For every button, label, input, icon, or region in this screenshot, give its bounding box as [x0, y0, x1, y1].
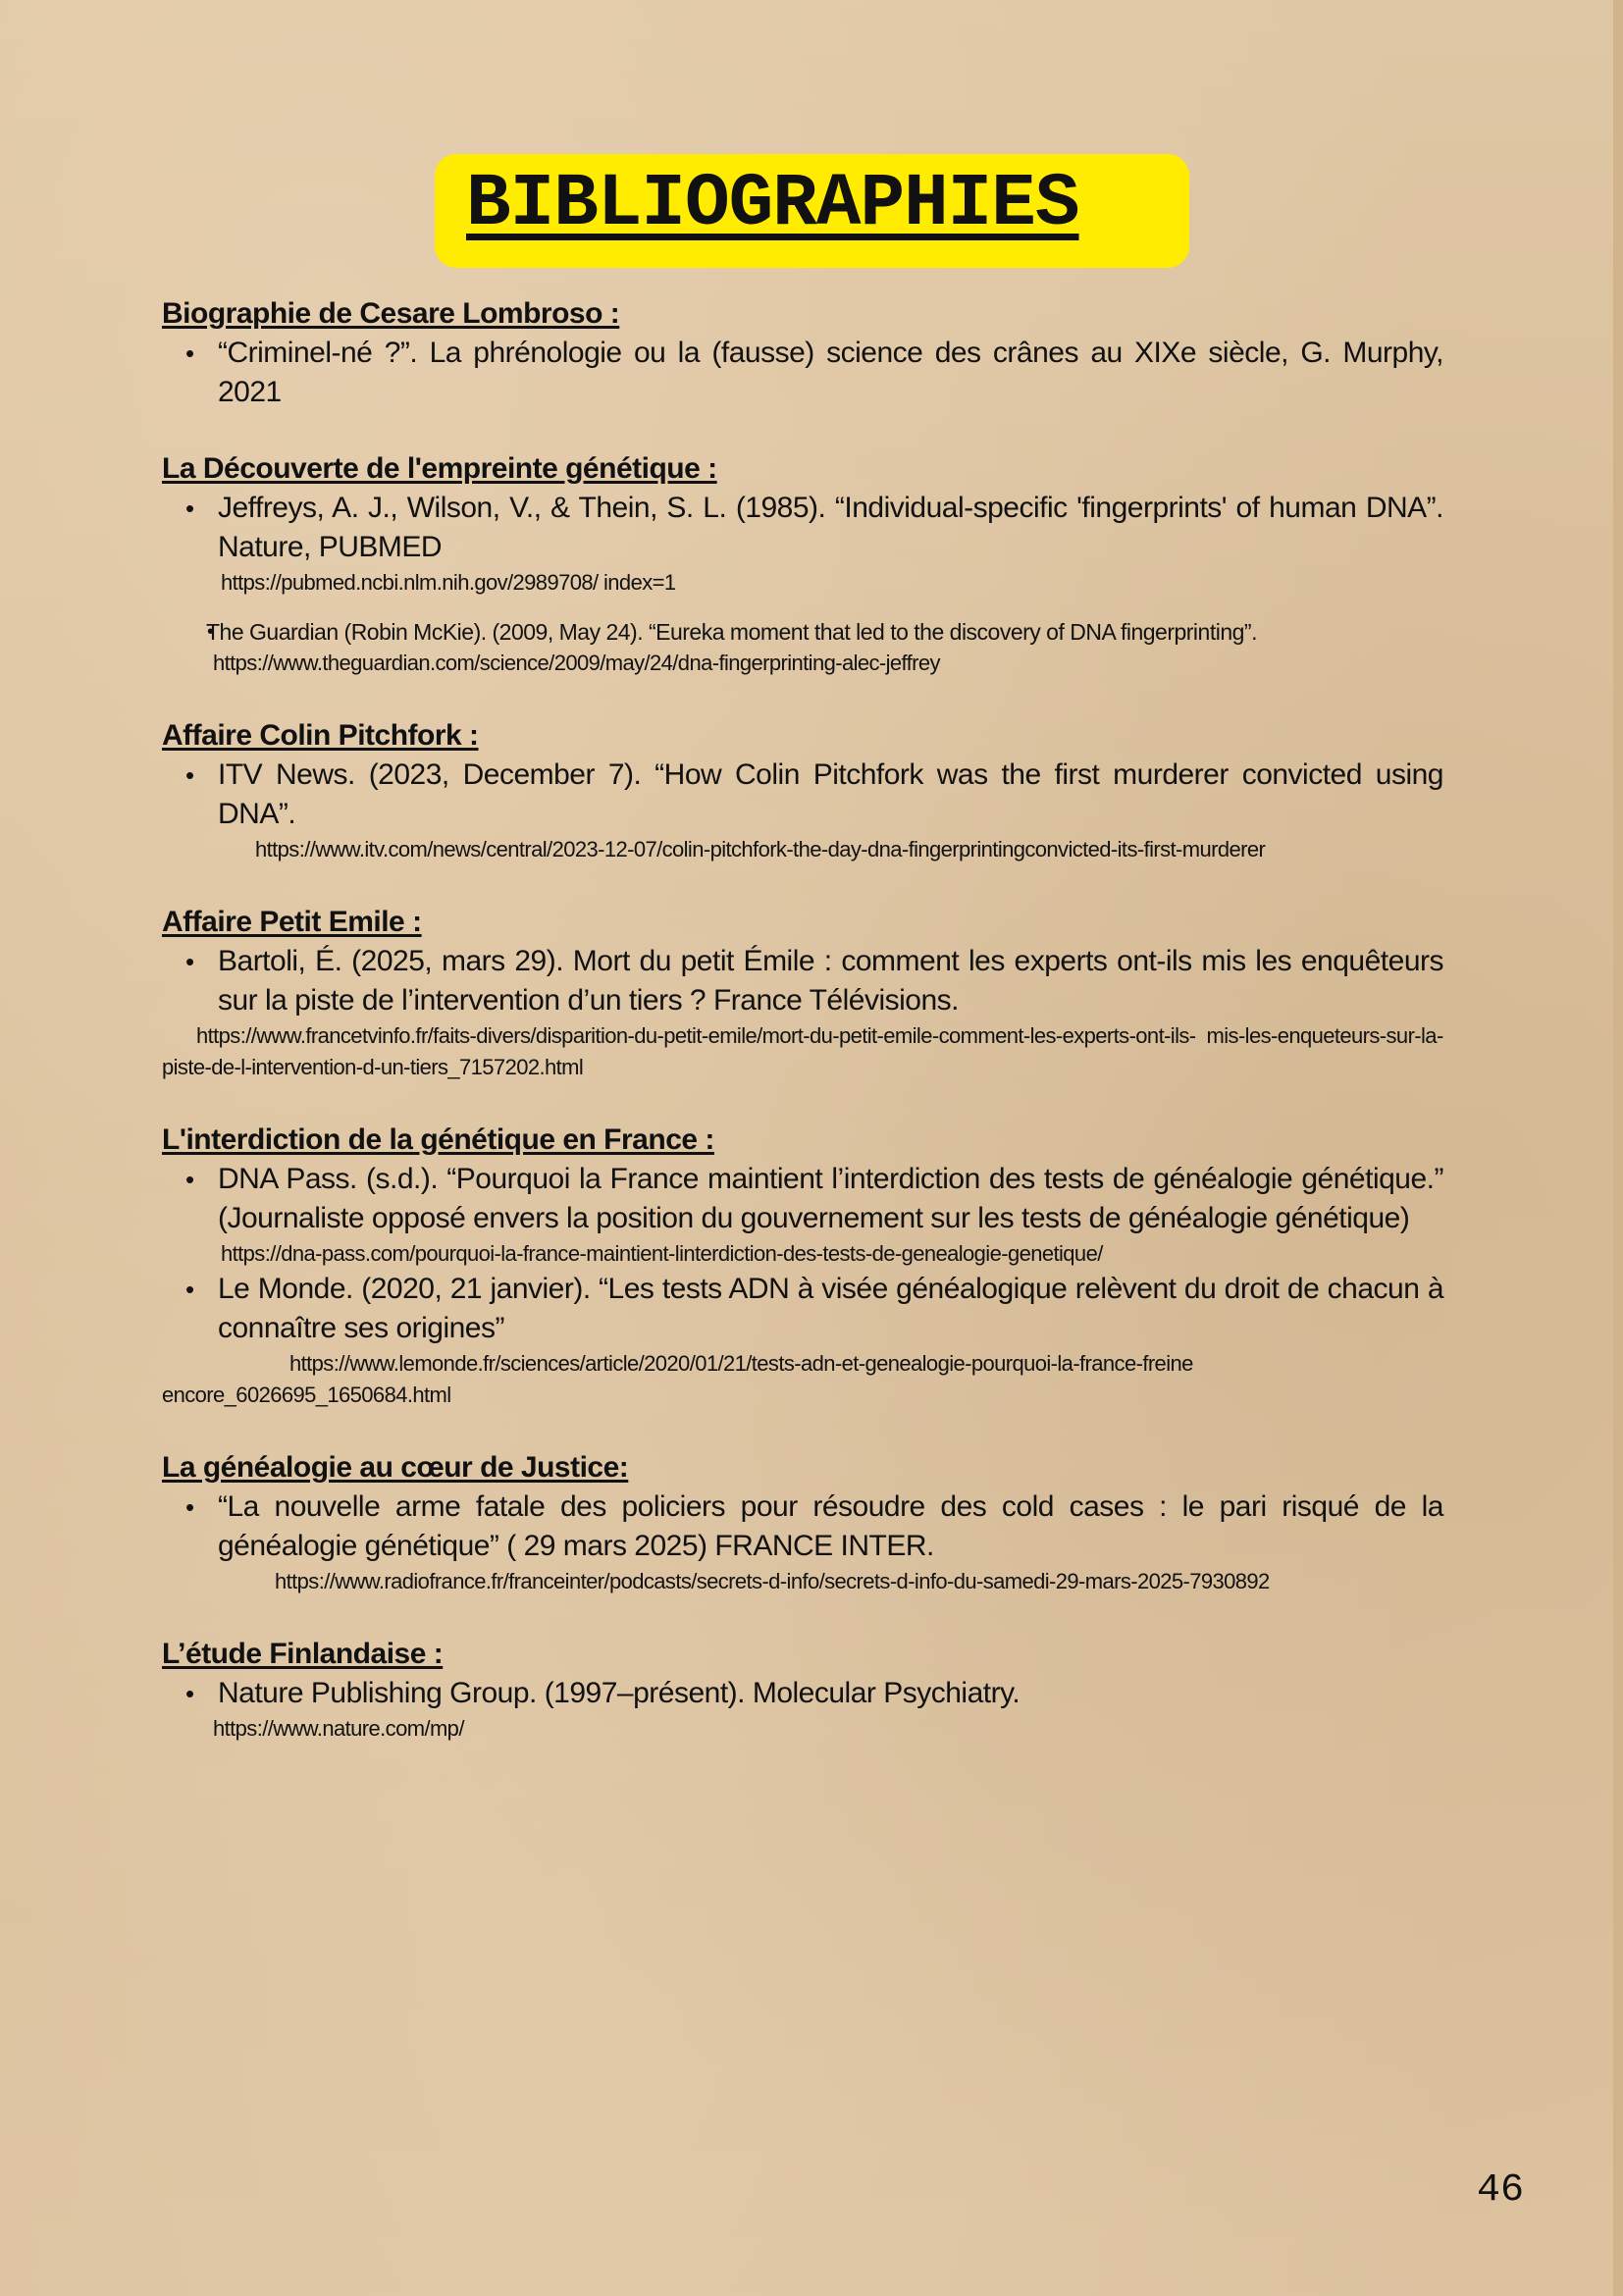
reference-item — [162, 334, 1443, 412]
reference-list — [162, 1674, 1443, 1745]
reference-list — [162, 942, 1443, 1083]
reference-url[interactable]: https://www.itv.com/news/central/2023-12-07/colin-pitchfork-the-day-dna-fingerprintingconvicted-its-first-murderer — [255, 837, 1266, 861]
section-lombroso — [162, 294, 1443, 412]
reference-url[interactable]: https://www.nature.com/mp/ — [213, 1716, 464, 1741]
section-petit-emile — [162, 903, 1443, 1083]
section-empreinte-genetique — [162, 449, 1443, 679]
reference-text: • Le Monde. (2020, 21 janvier). “Les tests ADN à visée généalogique relèvent du droit de chacun à connaître ses origines” — [218, 1273, 1443, 1344]
reference-url[interactable]: https://www.lemonde.fr/sciences/article/2020/01/21/tests-adn-et-genealogie-pourquoi-la-france-freine encore_6026695_1650684.html — [162, 1351, 1193, 1407]
section-colin-pitchfork — [162, 716, 1443, 865]
reference-list — [162, 334, 1443, 412]
reference-url[interactable]: https://www.radiofrance.fr/franceinter/podcasts/secrets-d-info/secrets-d-info-du-samedi-29-mars-2025-7930892 — [275, 1569, 1270, 1593]
reference-item — [162, 1160, 1443, 1270]
reference-text: • ITV News. (2023, December 7). “How Colin Pitchfork was the first murderer convicted using DNA”. — [218, 758, 1443, 830]
section-heading: L'interdiction de la génétique en France : — [162, 1123, 714, 1156]
section-heading: L’étude Finlandaise : — [162, 1638, 444, 1670]
section-genealogie-justice — [162, 1448, 1443, 1597]
paper-edge — [1613, 0, 1623, 2296]
reference-list — [162, 1487, 1443, 1597]
reference-text: • “Criminel-né ?”. La phrénologie ou la (fausse) science des crânes au XIXe siècle, G. Murphy, 2021 — [218, 337, 1443, 408]
spacer — [162, 599, 1443, 616]
reference-url[interactable]: https://www.francetvinfo.fr/faits-divers/disparition-du-petit-emile/mort-du-petit-emile-comment-les-experts-ont-ils- mis-les-enqueteurs-sur-la-piste-de-l-intervention-d-un-tiers_7157202.html — [162, 1023, 1443, 1079]
bibliography-content — [162, 294, 1443, 1782]
reference-list — [162, 489, 1443, 679]
section-heading: La Découverte de l'empreinte génétique : — [162, 452, 717, 485]
section-heading: Biographie de Cesare Lombroso : — [162, 297, 620, 330]
reference-url[interactable]: https://www.theguardian.com/science/2009/may/24/dna-fingerprinting-alec-jeffrey — [213, 651, 940, 675]
reference-list — [162, 1160, 1443, 1411]
page-number: 46 — [1477, 2168, 1525, 2213]
reference-text: • Nature Publishing Group. (1997–présent). Molecular Psychiatry. — [218, 1677, 1021, 1709]
reference-url[interactable]: https://pubmed.ncbi.nlm.nih.gov/2989708/ index=1 — [221, 570, 676, 595]
section-heading: Affaire Colin Pitchfork : — [162, 719, 479, 752]
section-heading: La généalogie au cœur de Justice: — [162, 1451, 629, 1484]
section-interdiction-france — [162, 1121, 1443, 1411]
reference-item — [162, 489, 1443, 599]
reference-text: • “La nouvelle arme fatale des policiers pour résoudre des cold cases : le pari risqué de la généalogie génétique” ( 29 mars 2025) FRANCE INTER. — [218, 1490, 1443, 1562]
reference-item — [162, 942, 1443, 1083]
reference-text: • DNA Pass. (s.d.). “Pourquoi la France maintient l’interdiction des tests de généalogie génétique.” (Journaliste opposé envers la position du gouvernement sur les tests de généalogie génétique) — [218, 1163, 1443, 1234]
reference-item — [162, 616, 1443, 679]
section-etude-finlandaise — [162, 1635, 1443, 1745]
reference-item — [162, 1270, 1443, 1411]
reference-text: • Bartoli, É. (2025, mars 29). Mort du petit Émile : comment les experts ont-ils mis les enquêteurs sur la piste de l’intervention d’un tiers ? France Télévisions. — [218, 945, 1443, 1017]
reference-url[interactable]: https://dna-pass.com/pourquoi-la-france-maintient-linterdiction-des-tests-de-genealogie-genetique/ — [221, 1241, 1103, 1266]
reference-item — [162, 1674, 1443, 1745]
reference-item — [162, 1487, 1443, 1597]
reference-item — [162, 756, 1443, 865]
reference-text: • Jeffreys, A. J., Wilson, V., & Thein, S. L. (1985). “Individual-specific 'fingerprints' of human DNA”. Nature, PUBMED — [218, 492, 1443, 563]
page-title: BIBLIOGRAPHIES — [466, 162, 1079, 246]
section-heading: Affaire Petit Emile : — [162, 906, 422, 938]
reference-list — [162, 756, 1443, 865]
reference-text: • The Guardian (Robin McKie). (2009, May 24). “Eureka moment that led to the discovery of DNA fingerprinting”. — [206, 619, 1257, 645]
